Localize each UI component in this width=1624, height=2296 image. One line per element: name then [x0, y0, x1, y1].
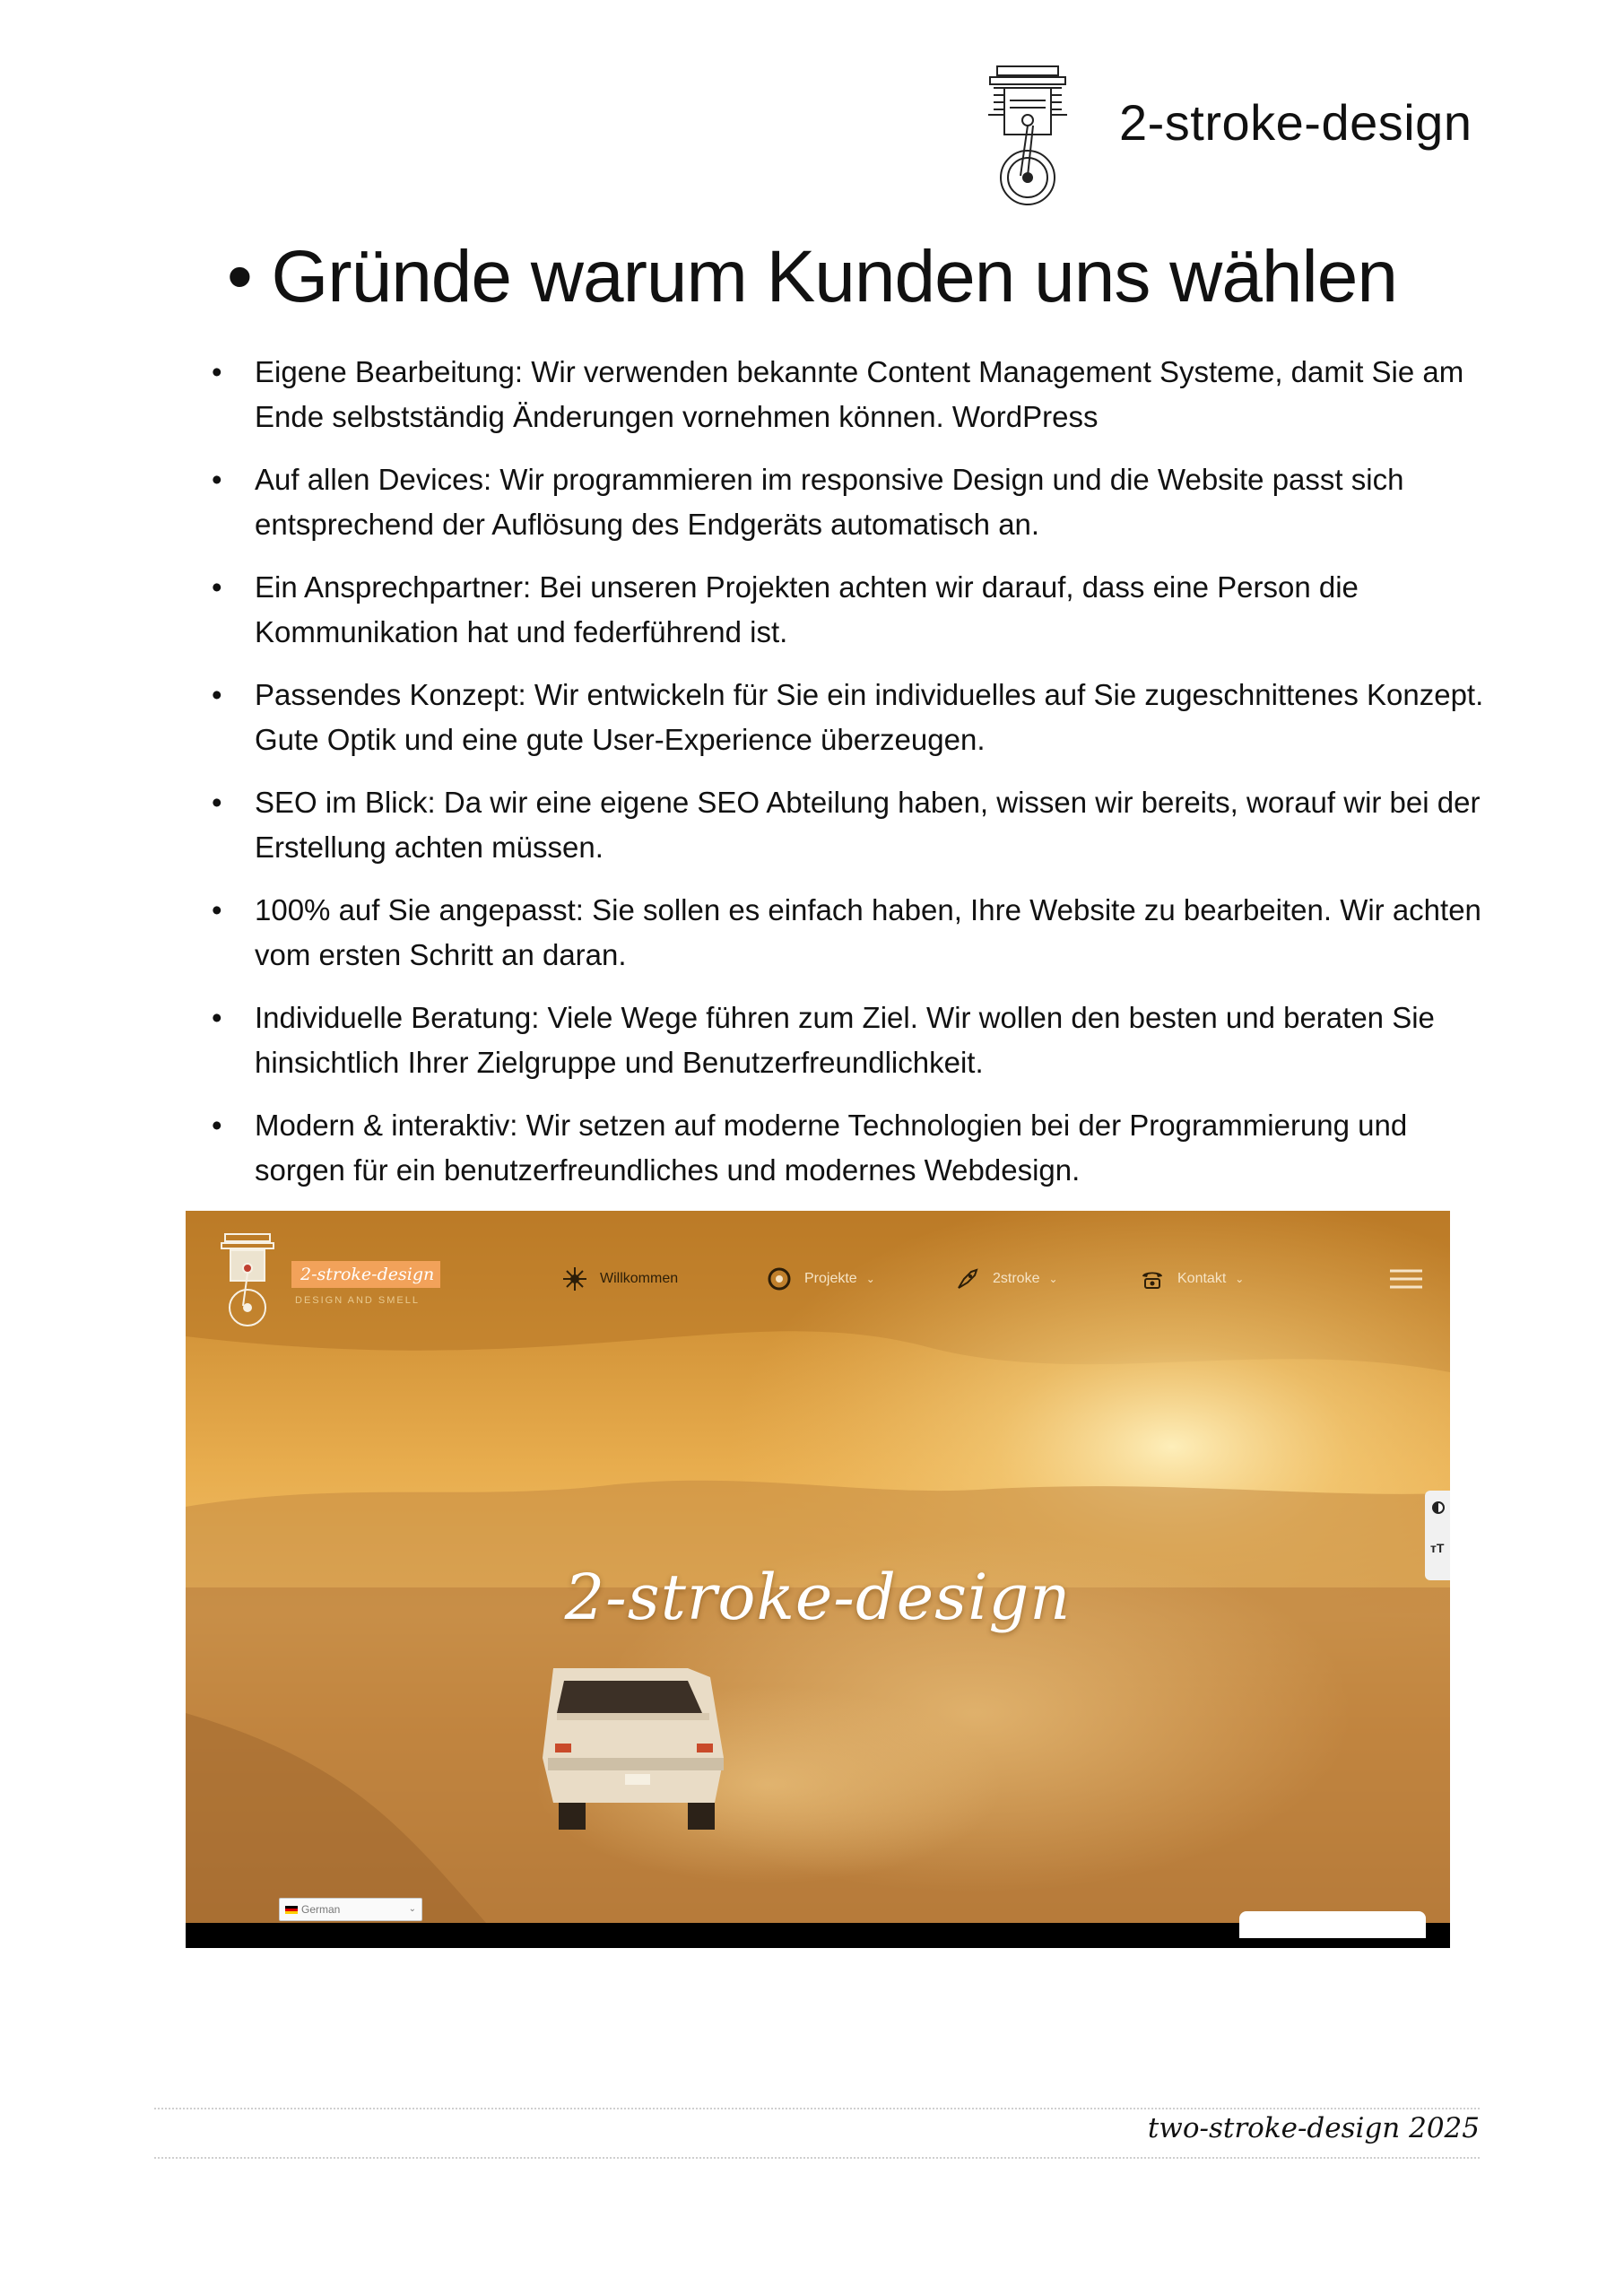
list-item-text: Modern & interaktiv: Wir setzen auf moderne Technologien bei der Programmierung und sorgen für ein benutzerfreundliches und modernes Webdesign.: [255, 1109, 1408, 1187]
list-item: [212, 996, 1485, 1085]
german-flag-icon: [285, 1906, 298, 1914]
nav-item-projekte[interactable]: [767, 1266, 875, 1292]
rocket-icon: [955, 1266, 980, 1292]
chevron-down-icon: ⌄: [1048, 1273, 1058, 1285]
footer-divider-top: [154, 2108, 1480, 2109]
projects-icon: [767, 1266, 792, 1292]
site-brand[interactable]: 2-stroke-design: [291, 1261, 440, 1288]
list-item: [212, 350, 1485, 439]
list-item-text: Ein Ansprechpartner: Bei unseren Projekten achten wir darauf, dass eine Person die Kommunikation hat und federführend ist.: [255, 570, 1359, 648]
footer-divider-bottom: [154, 2157, 1480, 2159]
bullet-icon: •: [212, 355, 222, 388]
accessibility-toolbar: [1425, 1491, 1450, 1580]
footer-text: two-stroke-design 2025: [1147, 2112, 1480, 2144]
list-item-text: Passendes Konzept: Wir entwickeln für Sie ein individuelles auf Sie zugeschnittenes Konzept. Gute Optik und eine gute User-Experience überzeugen.: [255, 678, 1484, 756]
hero-title: 2-stroke-design: [564, 1561, 1072, 1634]
list-item-text: Auf allen Devices: Wir programmieren im responsive Design und die Website passt sich entsprechend der Auflösung des Endgeräts automatisch an.: [255, 463, 1404, 541]
bullet-icon: •: [212, 1001, 222, 1034]
nav-item-kontakt[interactable]: [1140, 1266, 1244, 1292]
telephone-icon: [1140, 1266, 1165, 1292]
nav-item-willkommen[interactable]: [562, 1266, 678, 1292]
hamburger-menu-icon[interactable]: [1390, 1268, 1422, 1290]
bullet-icon: •: [212, 463, 222, 496]
chevron-down-icon: ⌄: [865, 1273, 875, 1285]
site-tagline: DESIGN AND SMELL: [295, 1295, 420, 1306]
bullet-icon: •: [212, 786, 222, 819]
list-item: [212, 888, 1485, 978]
list-item-text: Eigene Bearbeitung: Wir verwenden bekannte Content Management Systeme, damit Sie am Ende selbstständig Änderungen vornehmen können. WordPress: [255, 355, 1464, 433]
text-size-icon[interactable]: тT: [1430, 1541, 1445, 1555]
bullet-icon: •: [212, 570, 222, 604]
chevron-down-icon: ⌄: [1235, 1273, 1245, 1285]
list-item: [212, 673, 1485, 762]
nav-label: Willkommen: [600, 1271, 679, 1286]
list-item: [212, 780, 1485, 870]
list-item: [212, 565, 1485, 655]
bullet-icon: •: [212, 893, 222, 926]
bullet-icon: •: [212, 1109, 222, 1142]
list-item-text: SEO im Blick: Da wir eine eigene SEO Abteilung haben, wissen wir bereits, worauf wir bei der Erstellung achten müssen.: [255, 786, 1481, 864]
list-item: [212, 1103, 1485, 1193]
nav-item-2stroke[interactable]: [955, 1266, 1058, 1292]
website-screenshot: [186, 1211, 1450, 1948]
contrast-icon[interactable]: [1432, 1501, 1445, 1514]
list-item-text: 100% auf Sie angepasst: Sie sollen es einfach haben, Ihre Website zu bearbeiten. Wir achten vom ersten Schritt an daran.: [255, 893, 1481, 971]
chevron-down-icon: ⌄: [408, 1904, 416, 1914]
nav-label: Projekte: [804, 1271, 857, 1286]
nav-label: 2stroke: [993, 1271, 1040, 1286]
chat-widget-tab[interactable]: [1239, 1911, 1426, 1938]
language-select[interactable]: [279, 1898, 422, 1921]
engine-piston-logo-icon: [985, 61, 1071, 212]
bullet-icon: •: [212, 678, 222, 711]
language-label: German: [301, 1903, 341, 1916]
site-logo-icon: [218, 1231, 277, 1329]
brand-name: 2-stroke-design: [1119, 94, 1472, 151]
page-heading: • Gründe warum Kunden uns wählen: [227, 236, 1397, 317]
nav-label: Kontakt: [1177, 1271, 1227, 1286]
list-item: [212, 457, 1485, 547]
sun-icon: [562, 1266, 587, 1292]
list-item-text: Individuelle Beratung: Viele Wege führen zum Ziel. Wir wollen den besten und beraten Sie hinsichtlich Ihrer Zielgruppe und Benutzerfreundlichkeit.: [255, 1001, 1435, 1079]
reasons-list: [212, 350, 1485, 1211]
